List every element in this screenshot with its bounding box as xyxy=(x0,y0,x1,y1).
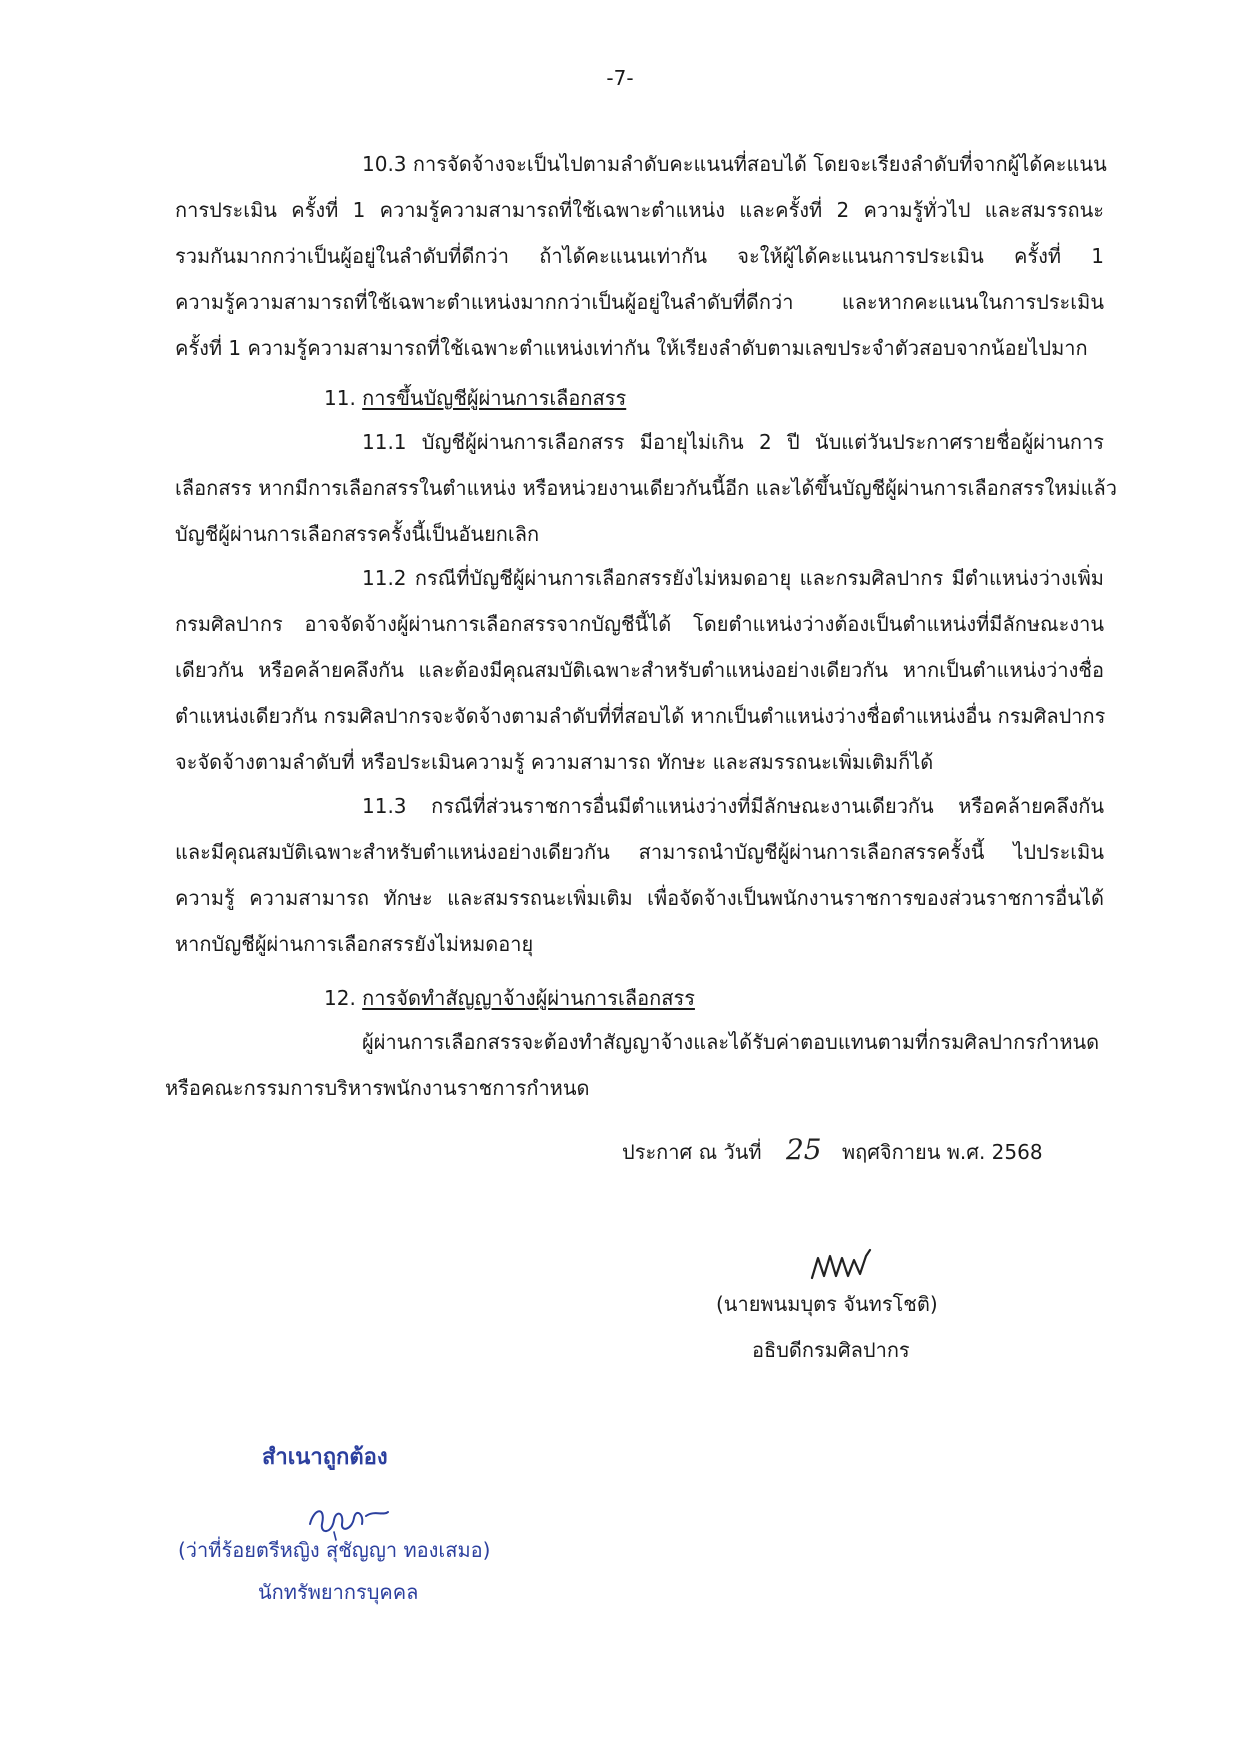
paragraph-line: ความรู้ ความสามารถ ทักษะ และสมรรถนะเพิ่มเติม เพื่อจัดจ้างเป็นพนักงานราชการของส่วนราชการอื่นได้ xyxy=(175,886,1104,910)
section-title: การขึ้นบัญชีผู้ผ่านการเลือกสรร xyxy=(362,386,627,410)
paragraph-line: 11.2 กรณีที่บัญชีผู้ผ่านการเลือกสรรยังไม่หมดอายุ และกรมศิลปากร มีตำแหน่งว่างเพิ่ม xyxy=(362,566,1104,590)
date-prefix: ประกาศ ณ วันที่ xyxy=(622,1140,762,1164)
paragraph-line: 11.1 บัญชีผู้ผ่านการเลือกสรร มีอายุไม่เกิน 2 ปี นับแต่วันประกาศรายชื่อผู้ผ่านการ xyxy=(362,430,1104,454)
paragraph-line: ความรู้ความสามารถที่ใช้เฉพาะตำแหน่งมากกว่าเป็นผู้อยู่ในลำดับที่ดีกว่า และหากคะแนนในการประเมิน xyxy=(175,290,1104,314)
paragraph-line: 11.3 กรณีที่ส่วนราชการอื่นมีตำแหน่งว่างที่มีลักษณะงานเดียวกัน หรือคล้ายคลึงกัน xyxy=(362,794,1104,818)
paragraph-line: บัญชีผู้ผ่านการเลือกสรรครั้งนี้เป็นอันยกเลิก xyxy=(175,522,540,546)
paragraph-line: จะจัดจ้างตามลำดับที่ หรือประเมินความรู้ ความสามารถ ทักษะ และสมรรถนะเพิ่มเติมก็ได้ xyxy=(175,750,934,774)
announcement-date xyxy=(622,1133,1043,1166)
section-title: การจัดทำสัญญาจ้างผู้ผ่านการเลือกสรร xyxy=(362,986,695,1010)
paragraph-line: ผู้ผ่านการเลือกสรรจะต้องทำสัญญาจ้างและได้รับค่าตอบแทนตามที่กรมศิลปากรกำหนด xyxy=(362,1030,1100,1054)
certifier-name: (ว่าที่ร้อยตรีหญิง สุชัญญา ทองเสมอ) xyxy=(178,1538,491,1562)
section-number: 11. xyxy=(324,386,356,410)
paragraph-line: ตำแหน่งเดียวกัน กรมศิลปากรจะจัดจ้างตามลำดับที่ที่สอบได้ หากเป็นตำแหน่งว่างชื่อตำแหน่งอื่น กรมศิลปากร xyxy=(175,704,1106,728)
paragraph-line: รวมกันมากกว่าเป็นผู้อยู่ในลำดับที่ดีกว่า ถ้าได้คะแนนเท่ากัน จะให้ผู้ได้คะแนนการประเมิน ครั้งที่ 1 xyxy=(175,244,1104,268)
signatory-title: อธิบดีกรมศิลปากร xyxy=(752,1338,910,1362)
signatory-name: (นายพนมบุตร จันทรโชติ) xyxy=(716,1292,938,1316)
paragraph-line: 10.3 การจัดจ้างจะเป็นไปตามลำดับคะแนนที่สอบได้ โดยจะเรียงลำดับที่จากผู้ได้คะแนน xyxy=(362,152,1107,176)
paragraph-line: เดียวกัน หรือคล้ายคลึงกัน และต้องมีคุณสมบัติเฉพาะสำหรับตำแหน่งอย่างเดียวกัน หากเป็นตำแหน่งว่างชื่อ xyxy=(175,658,1104,682)
paragraph-line: และมีคุณสมบัติเฉพาะสำหรับตำแหน่งอย่างเดียวกัน สามารถนำบัญชีผู้ผ่านการเลือกสรรครั้งนี้ ไปประเมิน xyxy=(175,840,1104,864)
date-month-year: พฤศจิกายน พ.ศ. 2568 xyxy=(841,1140,1043,1164)
section-number: 12. xyxy=(324,986,356,1010)
certifier-title: นักทรัพยากรบุคคล xyxy=(258,1580,419,1604)
section-12-heading xyxy=(324,984,695,1012)
paragraph-line: ครั้งที่ 1 ความรู้ความสามารถที่ใช้เฉพาะตำแหน่งเท่ากัน ให้เรียงลำดับตามเลขประจำตัวสอบจากน้อยไปมาก xyxy=(175,336,1088,360)
paragraph-line: การประเมิน ครั้งที่ 1 ความรู้ความสามารถที่ใช้เฉพาะตำแหน่ง และครั้งที่ 2 ความรู้ทั่วไป และสมรรถนะ xyxy=(175,198,1104,222)
page-number: -7- xyxy=(606,66,634,90)
paragraph-line: เลือกสรร หากมีการเลือกสรรในตำแหน่ง หรือหน่วยงานเดียวกันนี้อีก และได้ขึ้นบัญชีผู้ผ่านการเลือกสรรใหม่แล้ว xyxy=(175,476,1118,500)
section-11-heading xyxy=(324,384,626,412)
date-day-handwritten: 25 xyxy=(785,1133,822,1166)
paragraph-line: หากบัญชีผู้ผ่านการเลือกสรรยังไม่หมดอายุ xyxy=(175,932,534,956)
paragraph-line: กรมศิลปากร อาจจัดจ้างผู้ผ่านการเลือกสรรจากบัญชีนี้ได้ โดยตำแหน่งว่างต้องเป็นตำแหน่งที่มีลักษณะงาน xyxy=(175,612,1104,636)
paragraph-line: หรือคณะกรรมการบริหารพนักงานราชการกำหนด xyxy=(165,1076,590,1100)
director-signature xyxy=(808,1246,898,1290)
certified-copy-stamp: สำเนาถูกต้อง xyxy=(262,1445,388,1470)
